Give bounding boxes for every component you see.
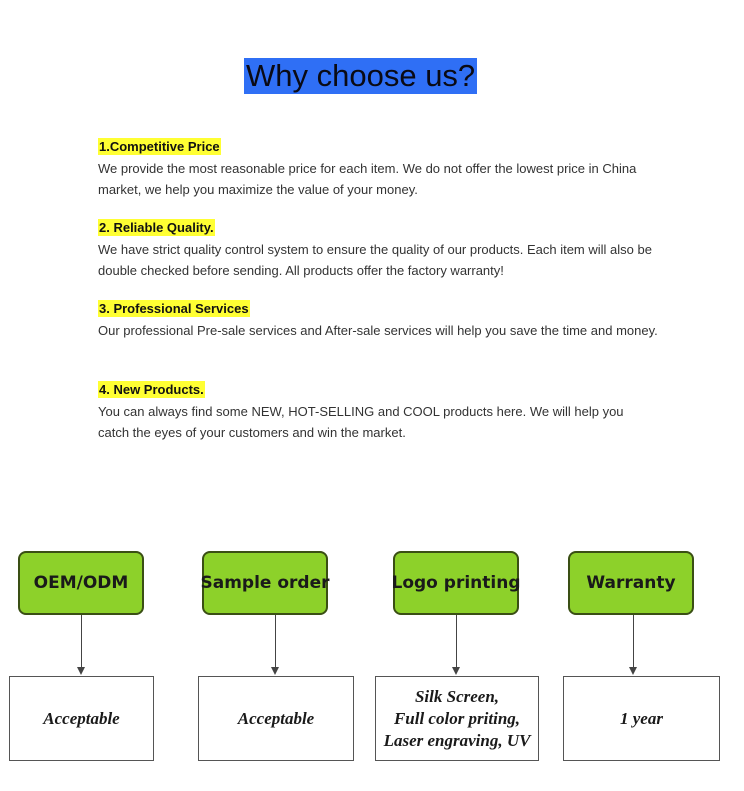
value-line: Acceptable	[43, 708, 120, 728]
value-line: Full color priting,	[393, 708, 521, 728]
value-line: Silk Screen,	[414, 686, 500, 706]
arrow-line	[81, 615, 82, 668]
arrow-down-icon	[77, 667, 85, 675]
page-title: Why choose us?	[246, 58, 476, 93]
value-box-warranty	[563, 676, 720, 761]
arrow-line	[275, 615, 276, 668]
section-competitive-price	[98, 138, 658, 200]
section-heading: 1.Competitive Price	[99, 139, 220, 154]
value-box-logo-printing	[375, 676, 539, 761]
section-new-products	[98, 381, 658, 443]
service-box-sample-order: Sample order	[202, 551, 328, 615]
section-professional-services	[98, 300, 658, 341]
section-heading: 3. Professional Services	[99, 301, 249, 316]
value-line: 1 year	[620, 708, 663, 728]
section-text: Our professional Pre-sale services and After-sale services will help you save the time and money.	[98, 323, 658, 338]
arrow-line	[456, 615, 457, 668]
value-box-oem-odm	[9, 676, 154, 761]
service-box-oem-odm: OEM/ODM	[18, 551, 144, 615]
section-heading: 2. Reliable Quality.	[99, 220, 214, 235]
arrow-down-icon	[629, 667, 637, 675]
value-line: Laser engraving, UV	[383, 730, 531, 750]
arrow-line	[633, 615, 634, 668]
section-heading: 4. New Products.	[99, 382, 204, 397]
arrow-down-icon	[452, 667, 460, 675]
service-box-warranty: Warranty	[568, 551, 694, 615]
section-text: We provide the most reasonable price for each item. We do not offer the lowest price in China market, we help you maximize the value of your money.	[98, 161, 637, 197]
section-reliable-quality	[98, 219, 658, 281]
value-line: Acceptable	[237, 708, 315, 728]
section-text: You can always find some NEW, HOT-SELLING and COOL products here. We will help you catch the eyes of your customers and win the market.	[98, 404, 624, 440]
section-text: We have strict quality control system to ensure the quality of our products. Each item will also be double checked before sending. All products offer the factory warranty!	[98, 242, 652, 278]
arrow-down-icon	[271, 667, 279, 675]
value-box-sample-order	[198, 676, 354, 761]
service-box-logo-printing: Logo printing	[393, 551, 519, 615]
